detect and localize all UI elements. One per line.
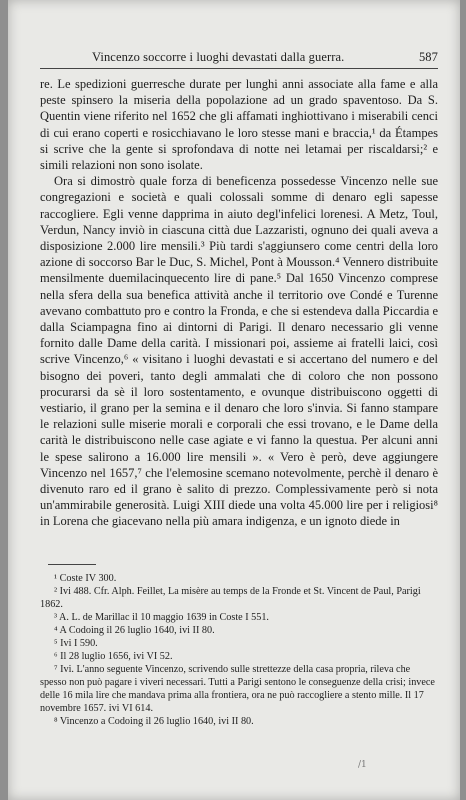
footnote: ⁷ Ivi. L'anno seguente Vincenzo, scrivendo sulle strettezze della casa propria, rileva che spesso non può pagare i viveri necessari. Tutti a Parigi sentono le conseguenze della crisi; invece delle 16 mila lire che mandava prima alla frontiera, ora ne può raccogliere a stento mille. Il 17 novembre 1657. ivi VI 614. [40,664,435,714]
running-head-title: Vincenzo soccorre i luoghi devastati dalla guerra. [92,50,345,64]
header-rule [40,68,438,69]
footnote: ¹ Coste IV 300. [54,573,117,584]
body-text [40,76,438,530]
margin-mark: /1 [358,760,367,770]
footnote-rule [48,564,96,565]
footnote: ³ A. L. de Marillac il 10 maggio 1639 in Coste I 551. [54,612,269,623]
paragraph: Ora si dimostrò quale forza di beneficenza possedesse Vincenzo nelle sue congregazioni e società e quali colossali somme di denaro egli sapesse raccogliere. Egli venne dapprima in aiuto degl'infelici lorenesi. A Metz, Toul, Verdun, Nancy inviò in ciascuna città due Lazzaristi, ognuno dei quali aveva a disposizione 2.000 lire mensili.³ Più tardi s'aggiunsero come centri della loro azione di soccorso Bar le Duc, S. Michel, Pont à Mousson.⁴ Vennero distribuite mensilmente duemilacinquecento lire di pane.⁵ Dal 1650 Vincenzo comprese nella sfera della sua benefica attività anche il territorio ove Condé e Turenne avevano combattuto pro e contro la Fronda, e che si estendeva dalla Piccardia e dalla Sciampagna fino ai dintorni di Parigi. Il denaro necessario gli venne fornito dalle Dame della carità. I missionari poi, assieme ai fratelli laici, così scrive Vincenzo,⁶ « visitano i luoghi devastati e si accertano del numero e del bisogno dei poveri, tanto degli ammalati che di coloro che non possono procurarsi da sè il loro sostentamento, e ovunque distribuiscono oggetti di vestiario, il grano per la semina e il denaro che loro s'invia. Si fanno stampare le relazioni sulle miserie morali e corporali che essi trovano, e le Dame della carità le distribuiscono nelle case agiate e vi fanno la questua. Per alcuni anni le spese salirono a 16.000 lire mensili ». « Vero è però, deve aggiungere Vincenzo nel 1657,⁷ che l'elemosine scemano notevolmente, perchè il denaro è divenuto raro ed il grano è salito di prezzo. Complessivamente però si nota un'ammirabile generosità. Luigi XIII diede una volta 45.000 lire per i religiosi⁸ in Lorena che giacevano nella più amara indigenza, e un ignoto diede in [40,174,438,529]
page-number: 587 [418,50,438,64]
book-page [8,0,460,800]
footnote: ⁴ A Codoing il 26 luglio 1640, ivi II 80. [54,625,215,636]
footnotes [40,572,438,728]
footnote: ⁵ Ivi I 590. [54,638,98,649]
footnote: ² Ivi 488. Cfr. Alph. Feillet, La misère au temps de la Fronde et St. Vincent de Paul, Parigi 1862. [40,586,421,610]
footnote: ⁸ Vincenzo a Codoing il 26 luglio 1640, ivi II 80. [54,716,254,727]
paragraph: re. Le spedizioni guerresche durate per lunghi anni associate alla fame e alla peste spinsero la miseria della popolazione ad un grado spaventoso. Da S. Quentin viene riferito nel 1652 che gli affamati inghiottivano i miserabili cenci di cui erano coperti e rosicchiavano le loro stesse mani e braccia,¹ da Étampes si scrive che la gente si sprofondava di notte nei letamai per riscaldarsi;² e simili relazioni non sono isolate. [40,77,438,173]
footnote: ⁶ Il 28 luglio 1656, ivi VI 52. [54,651,173,662]
